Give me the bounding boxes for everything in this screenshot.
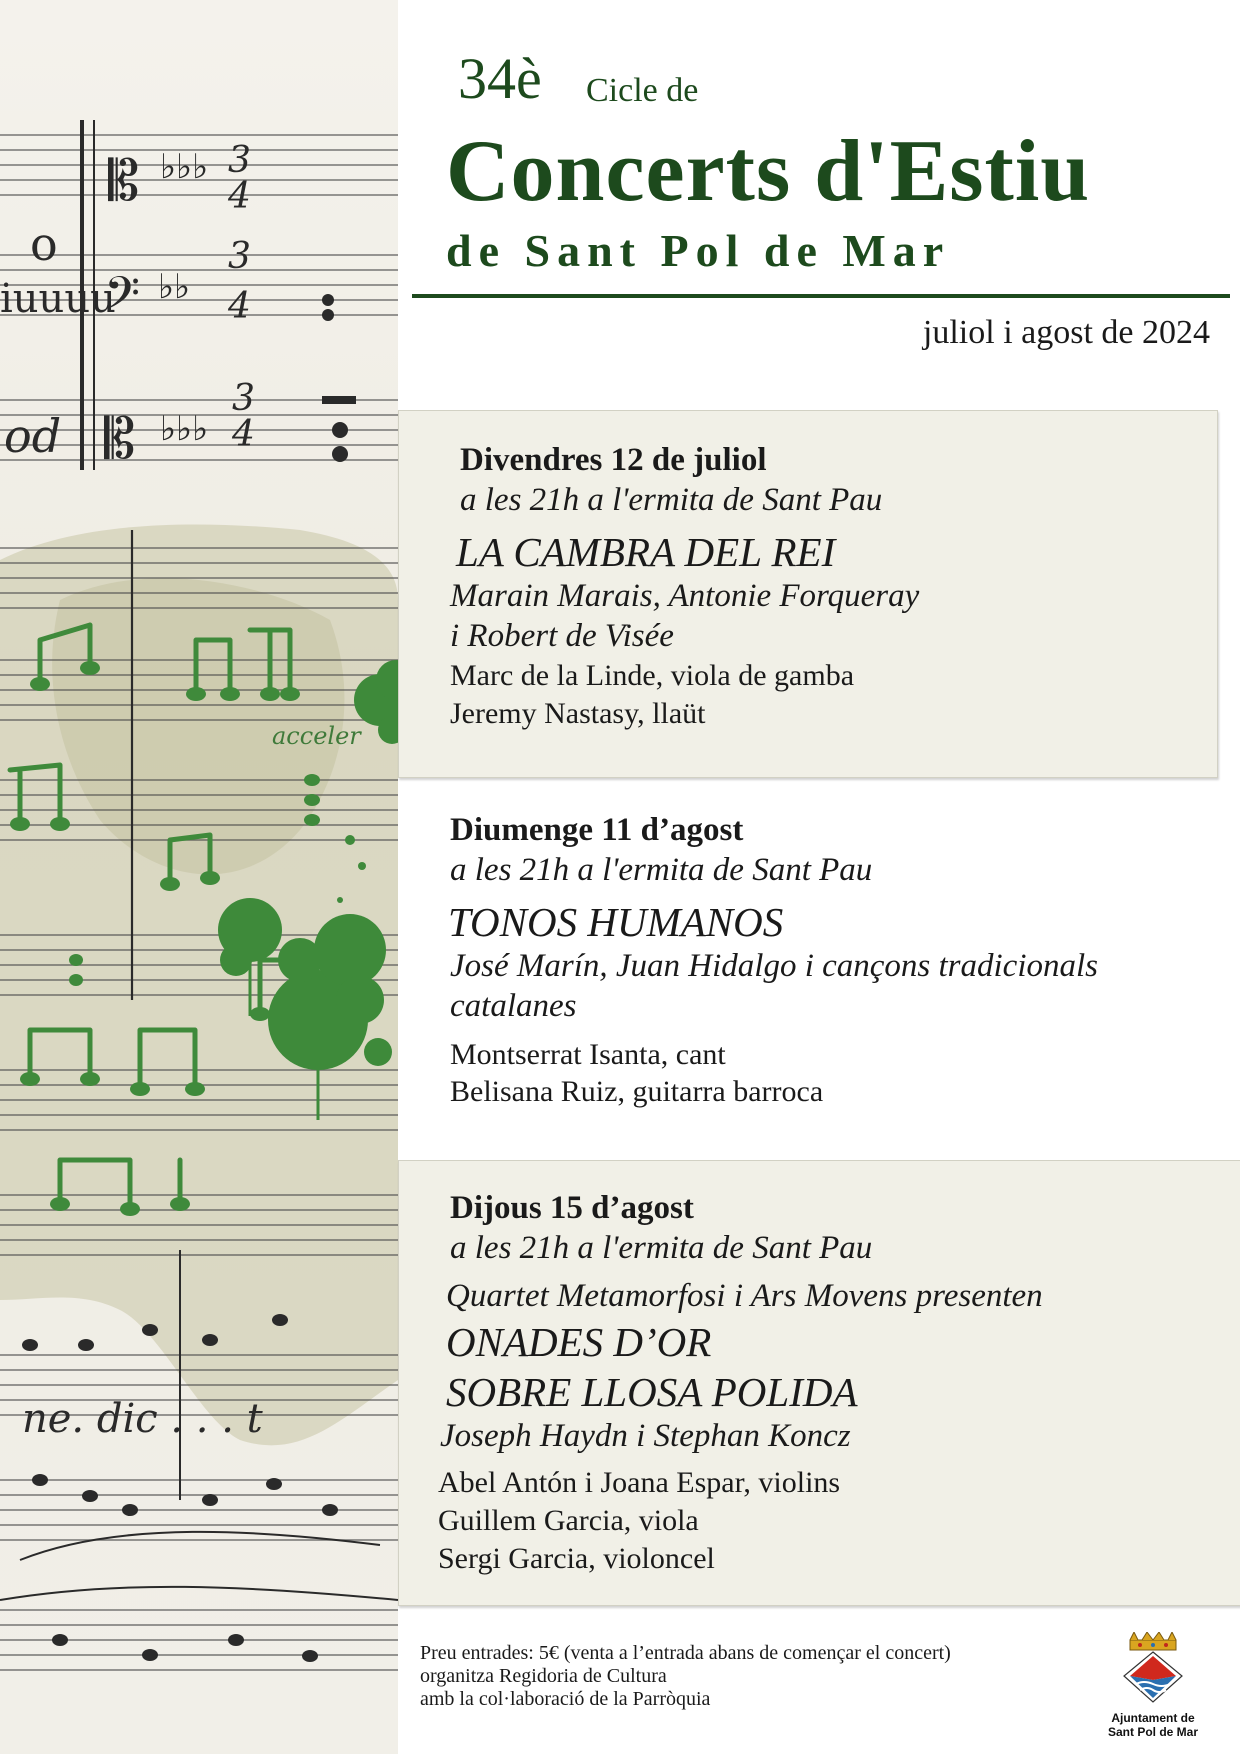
svg-text:♭♭: ♭♭ <box>158 267 191 307</box>
cycle-label: Cicle de <box>586 72 699 109</box>
event-1-title: LA CAMBRA DEL REI <box>456 529 836 575</box>
event-2-performer-2: Belisana Ruiz, guitarra barroca <box>450 1075 824 1108</box>
event-1-venue: a les 21h a l'ermita de Sant Pau <box>460 482 883 518</box>
event-3-composers: Joseph Haydn i Stephan Koncz <box>440 1418 851 1454</box>
svg-text:3: 3 <box>228 140 251 181</box>
poster-title: Concerts d'Estiu <box>446 123 1091 220</box>
logo-text-line-2: Sant Pol de Mar <box>1107 1725 1199 1739</box>
event-1-performer-1: Marc de la Linde, viola de gamba <box>450 659 855 692</box>
event-3-title-line-1: ONADES D’OR <box>446 1319 712 1365</box>
organizer-line: organitza Regidoria de Cultura <box>420 1665 667 1687</box>
edition-number: 34è <box>458 46 542 111</box>
event-3-performer-1: Abel Antón i Joana Espar, violins <box>438 1466 841 1499</box>
svg-text:od: od <box>4 409 62 463</box>
svg-text:3: 3 <box>228 236 251 277</box>
svg-text:3: 3 <box>232 378 255 419</box>
collaboration-line: amb la col·laboració de la Parròquia <box>420 1688 711 1710</box>
event-3-title-line-2: SOBRE LLOSA POLIDA <box>446 1369 858 1415</box>
score-lyric-text: ne. dic . . . t <box>22 1396 263 1442</box>
event-1-composers-line-2: i Robert de Visée <box>450 618 674 654</box>
svg-text:iuuuu: iuuuu <box>0 276 116 322</box>
event-2-title: TONOS HUMANOS <box>448 899 784 945</box>
svg-text:♭♭♭: ♭♭♭ <box>160 409 209 449</box>
event-1-performer-2: Jeremy Nastasy, llaüt <box>450 697 706 730</box>
svg-text:4: 4 <box>228 176 251 217</box>
event-2-composers-line-1: José Marín, Juan Hidalgo i cançons tradicionals <box>450 948 1099 984</box>
event-3-performer-3: Sergi Garcia, violoncel <box>438 1542 715 1575</box>
svg-text:4: 4 <box>228 286 251 327</box>
svg-text:𝄢: 𝄢 <box>104 267 141 332</box>
svg-text:𝄡: 𝄡 <box>104 407 136 472</box>
event-1-composers-line-1: Marain Marais, Antonie Forqueray <box>450 578 920 614</box>
svg-text:♭♭♭: ♭♭♭ <box>160 147 209 187</box>
event-2-composers-line-2: catalanes <box>450 988 577 1024</box>
event-1-date: Divendres 12 de juliol <box>460 442 767 478</box>
header-divider <box>412 294 1230 298</box>
event-3-presenter: Quartet Metamorfosi i Ars Movens presenten <box>446 1278 1043 1314</box>
score-illustration <box>0 0 398 1754</box>
town-coat-of-arms-icon <box>1120 1632 1186 1704</box>
svg-text:𝄡: 𝄡 <box>108 149 140 214</box>
event-2-date: Diumenge 11 d’agost <box>450 812 744 848</box>
score-accel-text: acceler <box>272 722 361 750</box>
event-3-venue: a les 21h a l'ermita de Sant Pau <box>450 1230 873 1266</box>
svg-text:4: 4 <box>232 414 255 455</box>
event-2-venue: a les 21h a l'ermita de Sant Pau <box>450 852 873 888</box>
svg-text:o: o <box>30 217 58 271</box>
event-3-performer-2: Guillem Garcia, viola <box>438 1504 699 1537</box>
season-dates: juliol i agost de 2024 <box>922 314 1210 351</box>
event-3-date: Dijous 15 d’agost <box>450 1190 694 1226</box>
ticket-price: Preu entrades: 5€ (venta a l’entrada abans de començar el concert) <box>420 1642 951 1664</box>
logo-text-line-1: Ajuntament de <box>1111 1711 1195 1725</box>
score-artwork <box>0 0 398 1754</box>
event-2-performer-1: Montserrat Isanta, cant <box>450 1038 726 1071</box>
poster-subtitle: de Sant Pol de Mar <box>446 225 951 276</box>
